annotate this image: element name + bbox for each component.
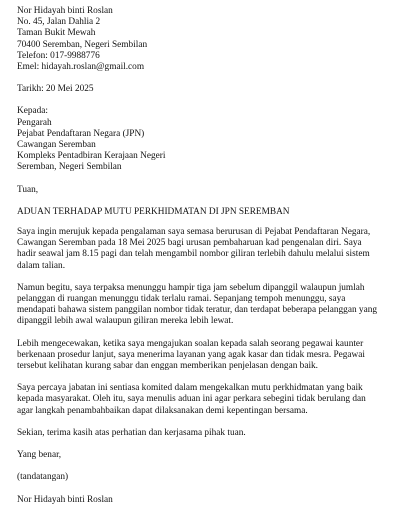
paragraph-line: pelanggan di ruangan menunggu tidak terlalu ramai. Sepanjang tempoh menunggu, saya: [17, 294, 346, 305]
sender-email: Emel: hidayah.roslan@gmail.com: [17, 62, 145, 73]
sender-address-line-2: Taman Bukit Mewah: [17, 28, 96, 39]
paragraph-line: mendapati bahawa sistem panggilan nombor tidak teratur, dan terdapat beberapa pelanggan yang: [17, 305, 378, 316]
paragraph-line: berkenaan prosedur lanjut, saya menerima layanan yang agak kasar dan tidak mesra. Pegawai: [17, 349, 365, 360]
paragraph-line: Sekian, terima kasih atas perhatian dan kerjasama pihak tuan.: [17, 427, 246, 438]
paragraph-line: dalam talian.: [17, 260, 66, 271]
recipient-line-2: Pejabat Pendaftaran Negara (JPN): [17, 128, 145, 139]
paragraph-line: Lebih mengecewakan, ketika saya mengajukan soalan kepada salah seorang pegawai kaunter: [17, 338, 364, 349]
sender-name: Nor Hidayah binti Roslan: [17, 6, 113, 16]
recipient-line-5: Seremban, Negeri Sembilan: [17, 162, 122, 173]
closing: Yang benar,: [17, 450, 62, 461]
paragraph-line: tersebut kelihatan kurang sabar dan enggan memberikan penjelasan dengan baik.: [17, 361, 319, 372]
recipient-line-4: Kompleks Pentadbiran Kerajaan Negeri: [17, 151, 166, 162]
body-paragraph-1: [17, 227, 408, 272]
body-paragraph-5: [17, 428, 408, 439]
recipient-heading: Kepada:: [17, 106, 48, 117]
body-paragraph-2: [17, 283, 408, 328]
signature-placeholder: (tandatangan): [17, 472, 69, 483]
recipient-address: [17, 106, 408, 173]
subject-line: ADUAN TERHADAP MUTU PERKHIDMATAN DI JPN SEREMBAN: [17, 206, 290, 217]
sender-address: [17, 6, 408, 73]
paragraph-line: Saya percaya jabatan ini sentiasa komited dalam mengekalkan mutu perkhidmatan yang baik: [17, 383, 363, 394]
body-paragraph-3: [17, 339, 408, 373]
body-paragraph-4: [17, 383, 408, 417]
letter-date: Tarikh: 20 Mei 2025: [17, 84, 94, 95]
signer-name: Nor Hidayah binti Roslan: [17, 494, 113, 505]
sender-address-line-3: 70400 Seremban, Negeri Sembilan: [17, 39, 148, 50]
paragraph-line: dipanggil lebih awal walaupun giliran mereka lebih lewat.: [17, 316, 234, 327]
sender-phone: Telefon: 017-9988776: [17, 50, 100, 61]
paragraph-line: hadir seawal jam 8.15 pagi dan telah mengambil nombor giliran terlebih dahulu melalui sistem: [17, 249, 370, 260]
recipient-line-3: Cawangan Seremban: [17, 140, 96, 151]
paragraph-line: kepada masyarakat. Oleh itu, saya menulis aduan ini agar perkara sebegini tidak berulang dan: [17, 394, 366, 405]
sender-address-line-1: No. 45, Jalan Dahlia 2: [17, 17, 101, 28]
paragraph-line: Namun begitu, saya terpaksa menunggu hampir tiga jam sebelum dipanggil walaupun jumlah: [17, 282, 365, 293]
salutation: Tuan,: [17, 184, 39, 195]
paragraph-line: agar langkah penambahbaikan dapat dilaksanakan demi kepentingan bersama.: [17, 405, 308, 416]
paragraph-line: Saya ingin merujuk kepada pengalaman saya semasa berurusan di Pejabat Pendaftaran Negara,: [17, 227, 371, 238]
paragraph-line: Cawangan Seremban pada 18 Mei 2025 bagi urusan pembaharuan kad pengenalan diri. Saya: [17, 238, 362, 249]
recipient-line-1: Pengarah: [17, 117, 52, 128]
